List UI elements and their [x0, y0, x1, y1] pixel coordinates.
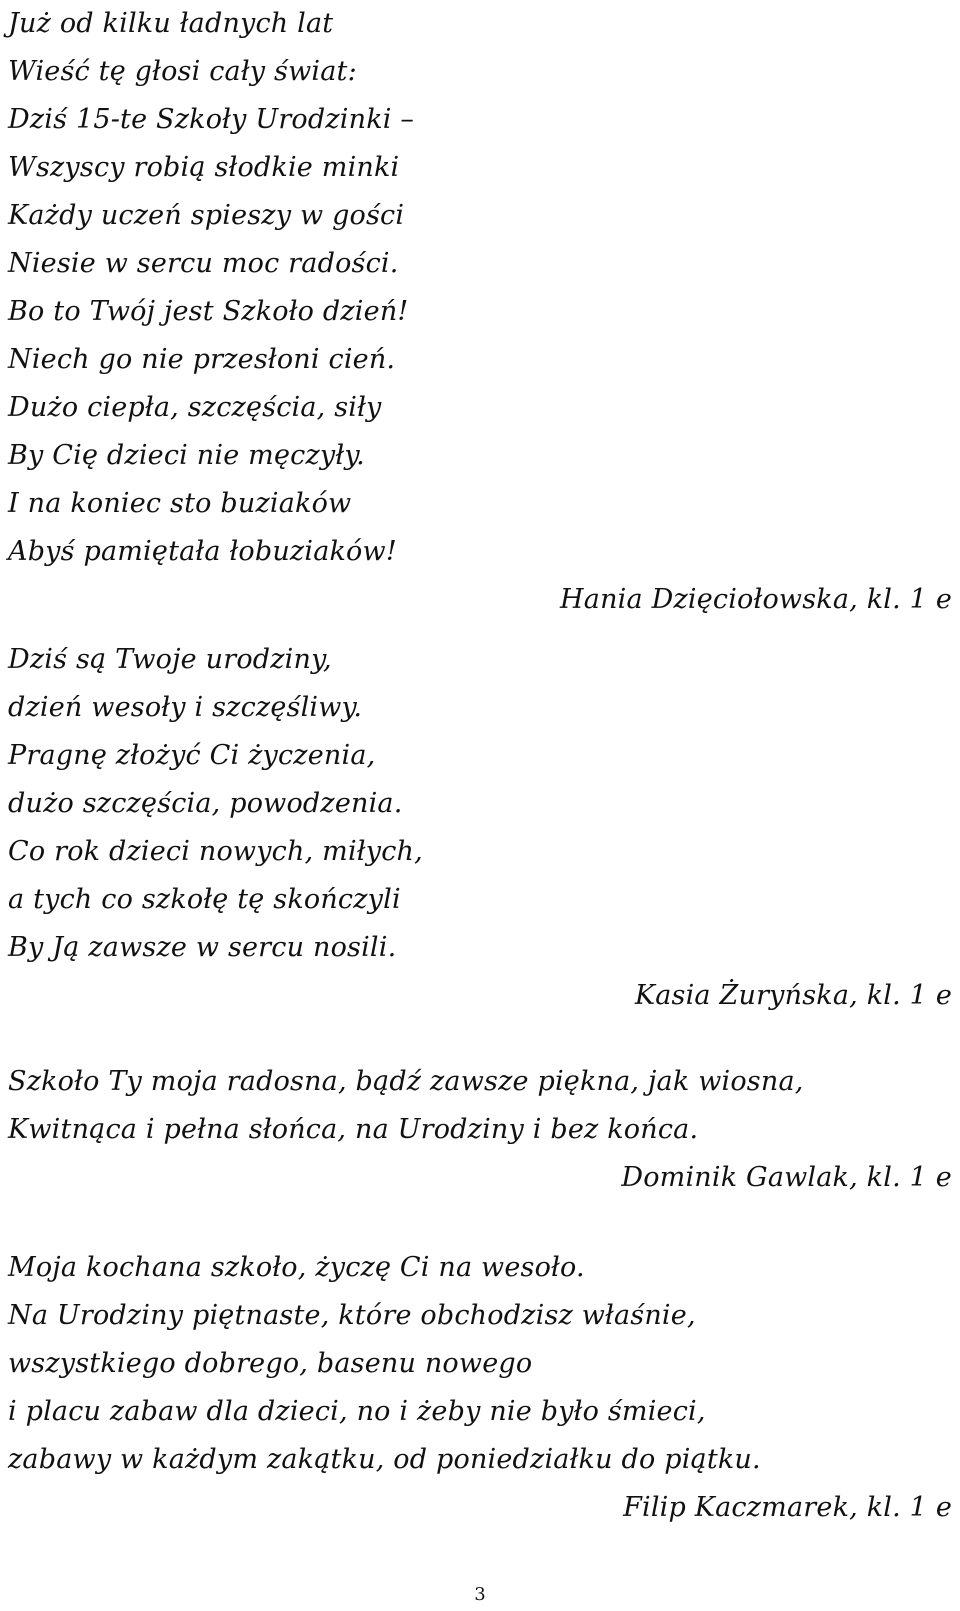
poem-3 — [8, 1058, 952, 1202]
poem-line: Dziś 15-te Szkoły Urodzinki – — [8, 104, 415, 135]
poem-line: By Ją zawsze w sercu nosili. — [8, 932, 397, 963]
poem-line: Już od kilku ładnych lat — [8, 8, 334, 39]
page-number: 3 — [474, 1584, 486, 1605]
poem-author: Dominik Gawlak, kl. 1 e — [621, 1162, 952, 1193]
poem-1 — [8, 0, 952, 624]
poem-line: Każdy uczeń spieszy w gości — [8, 200, 405, 231]
poem-line: i placu zabaw dla dzieci, no i żeby nie było śmieci, — [8, 1396, 706, 1427]
poem-line: Co rok dzieci nowych, miłych, — [8, 836, 423, 867]
poem-line: I na koniec sto buziaków — [8, 488, 352, 519]
poem-line: Kwitnąca i pełna słońca, na Urodziny i bez końca. — [8, 1114, 699, 1145]
poem-line: zabawy w każdym zakątku, od poniedziałku do piątku. — [8, 1444, 761, 1475]
poem-line: By Cię dzieci nie męczyły. — [8, 440, 365, 471]
poem-line: Na Urodziny piętnaste, które obchodzisz właśnie, — [8, 1300, 696, 1331]
poem-line: Pragnę złożyć Ci życzenia, — [8, 740, 376, 771]
poem-line: Moja kochana szkoło, życzę Ci na wesoło. — [8, 1252, 585, 1283]
poem-line: Dziś są Twoje urodziny, — [8, 644, 332, 675]
poem-line: Szkoło Ty moja radosna, bądź zawsze piękna, jak wiosna, — [8, 1066, 804, 1097]
poem-line: Dużo ciepła, szczęścia, siły — [8, 392, 382, 423]
poem-line: Niech go nie przesłoni cień. — [8, 344, 396, 375]
poem-line: Niesie w sercu moc radości. — [8, 248, 399, 279]
poem-line: wszystkiego dobrego, basenu nowego — [8, 1348, 533, 1379]
poem-4 — [8, 1244, 952, 1532]
poem-line: a tych co szkołę tę skończyli — [8, 884, 401, 915]
poem-line: Bo to Twój jest Szkoło dzień! — [8, 296, 409, 327]
poem-line: dużo szczęścia, powodzenia. — [8, 788, 403, 819]
poem-line: dzień wesoły i szczęśliwy. — [8, 692, 363, 723]
poem-author: Filip Kaczmarek, kl. 1 e — [623, 1492, 952, 1523]
poem-author: Kasia Żuryńska, kl. 1 e — [634, 980, 952, 1011]
poem-author: Hania Dzięciołowska, kl. 1 e — [560, 584, 952, 615]
poem-2 — [8, 636, 952, 1020]
poem-line: Abyś pamiętała łobuziaków! — [8, 536, 397, 567]
poem-line: Wszyscy robią słodkie minki — [8, 152, 400, 183]
poem-line: Wieść tę głosi cały świat: — [8, 56, 357, 87]
